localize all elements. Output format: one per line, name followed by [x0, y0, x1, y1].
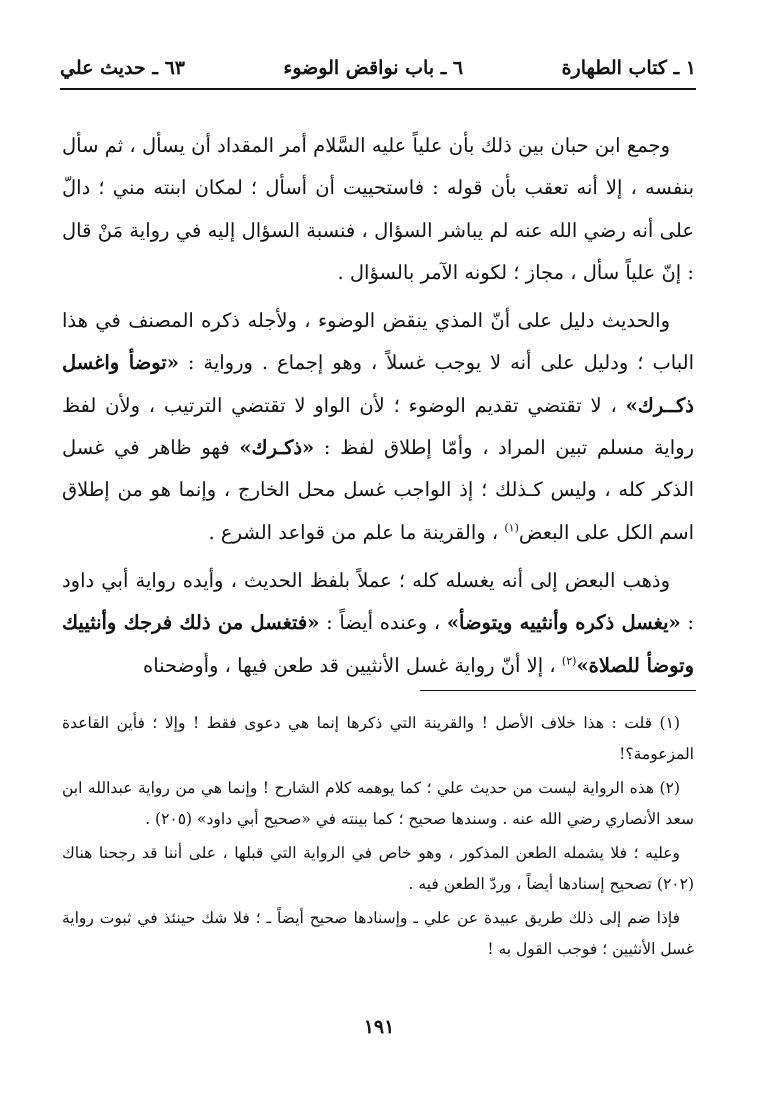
paragraph-1: وجمع ابن حبان بين ذلك بأن علياً عليه السَّلام أمر المقداد أن يسأل ، ثم سأل بنفسه ، إلا أنه تعقب بأن قوله : فاستحييت أن أسأل ؛ لمكان ابنته مني ؛ دالّ على أنه رضي الله عنه لم يباشر السؤال ، فنسبة السؤال إليه في رواية مَنْ قال : إنّ علياً سأل ، مجاز ؛ لكونه الآمر بالسؤال .: [62, 134, 694, 284]
page-number: ١٩١: [363, 1016, 395, 1038]
footnote-1: (١) قلت : هذا خلاف الأصل ! والقرينة التي ذكرها إنما هي دعوى فقط ! وإلا ؛ فأين القاعدة المزعومة؟!: [62, 714, 694, 763]
quote-wash-and-ablution: «توضأ واغسل ذكــرك»: [62, 351, 694, 417]
paragraph-3-text-a: وذهب البعض إلى أنه يغسله كله ؛ عملاً بلفظ الحديث ، وأيده رواية أبي داود :: [62, 568, 694, 635]
header-book-title: ١ ـ كتاب الطهارة: [561, 57, 696, 79]
paragraph-2-text-b: ، لا تقتضي تقديم الوضوء ؛ لأن الواو لا تقتضي الترتيب ، ولأن لفظ رواية مسلم تبين المراد ، وأمّا إطلاق لفظ :: [62, 393, 694, 460]
paragraph-3-text-c: ، إلا أنّ رواية غسل الأنثيين قد طعن فيها ، وأوضحناه: [143, 653, 562, 677]
header-chapter-title: ٦ ـ باب نواقض الوضوء: [283, 57, 464, 79]
paragraph-2-text-c: فهو ظاهر في غسل الذكر كله ، وليس كـذلك ؛ إذ الواجب غسل محل الخارج ، وإنما هو من إطلاق اسم الكل على البعض: [62, 436, 694, 544]
header-hadith-title: ٦٣ ـ حديث علي: [60, 57, 185, 79]
footnote-2-continued: وعليه ؛ فلا يشمله الطعن المذكور ، وهو خاص في الرواية التي قبلها ، على أننا قد رجحنا هناك (٢٠٢) تصحيح إسنادها أيضاً ، وردّ الطعن فيه .: [62, 844, 694, 893]
footnote-2: (٢) هذه الرواية ليست من حديث علي ؛ كما يوهمه كلام الشارح ! وإنما هي من رواية عبدالله ابن سعد الأنصاري رضي الله عنه . وسندها صحيح ؛ كما بينته في «صحيح أبي داود» (٢٠٥) .: [62, 779, 694, 828]
main-text: [62, 125, 694, 687]
paragraph-2: [62, 300, 694, 554]
paragraph-3-text-b: ، وعنده أيضاً :: [319, 611, 447, 635]
quote-abu-dawud-2: «فتغسل من ذلك فرجك وأنثييك وتوضأ للصلاة»: [62, 611, 694, 677]
footnote-2-conclusion: فإذا ضم إلى ذلك طريق عبيدة عن علي ـ وإسنادها صحيح أيضاً ـ ؛ فلا شك حينئذ في ثبوت رواية غسل الأنثيين ؛ فوجب القول به !: [62, 909, 694, 958]
quote-abu-dawud-1: «يغسل ذكره وأنثييه ويتوضأ»: [446, 611, 681, 635]
running-header: [60, 48, 696, 88]
paragraph-3: [62, 560, 694, 687]
footnote-ref-2[interactable]: (٢): [561, 654, 577, 668]
footnotes: [62, 708, 694, 968]
footnote-divider: [420, 690, 696, 691]
quote-dhakarak: «ذكـرك»: [239, 436, 315, 460]
footnote-ref-1[interactable]: (١): [504, 521, 519, 535]
header-divider: [60, 88, 696, 90]
paragraph-2-text-d: ، والقرينة ما علم من قواعد الشرع .: [208, 520, 505, 544]
paragraph-2-text-a: والحديث دليل على أنّ المذي ينقض الوضوء ، ولأجله ذكره المصنف في هذا الباب ؛ ودليل على أنه لا يوجب غسلاً ، وهو إجماع . ورواية :: [62, 309, 694, 375]
